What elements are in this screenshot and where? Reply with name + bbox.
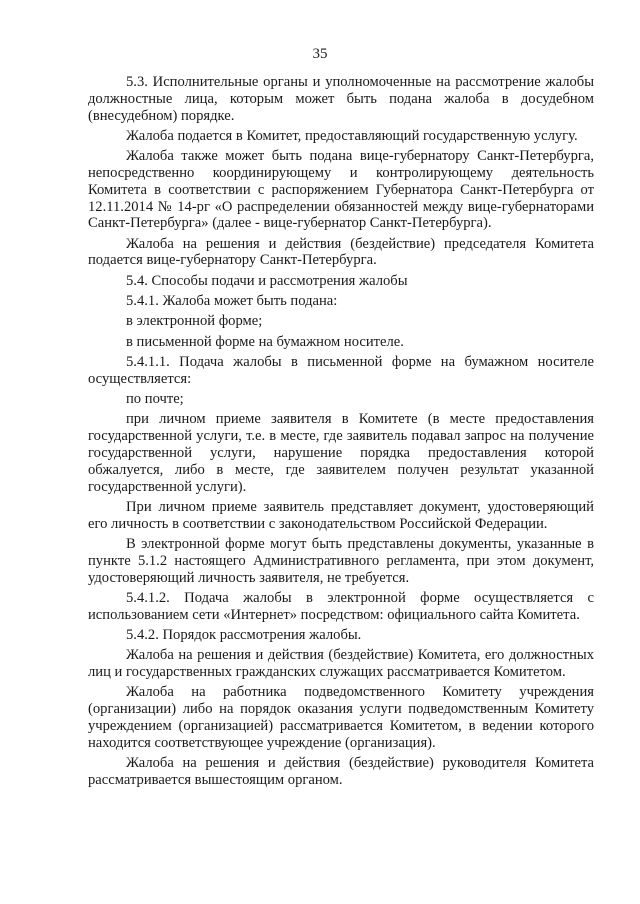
list-item-mail: по почте; [126, 391, 184, 408]
paragraph-5-4-1: 5.4.1. Жалоба может быть подана: [126, 293, 338, 310]
paragraph-complaint-committee: Жалоба подается в Комитет, предоставляющий государственную услугу. [126, 127, 578, 144]
list-item-personal-reception: при личном приеме заявителя в Комитете (в месте предоставления государственной услуги, т.е. в месте, где заявитель подавал запрос на получение государственной услуги, нарушение порядка предоставления которой обжалуется, либо в месте, где заявителем получен результат указанной государственной услуги). [88, 411, 594, 495]
paragraph-vice-governor: Жалоба также может быть подана вице-губернатору Санкт-Петербурга, непосредственно координирующему и контролирующему деятельность Комитета в соответствии с распоряжением Губернатора Санкт-Петербурга от 12.11.2014 № 14-рг «О распределении обязанностей между вице-губернаторами Санкт-Петербурга» (далее - вице-губернатор Санкт-Петербурга). [88, 148, 594, 232]
paragraph-chairman-complaint: Жалоба на решения и действия (бездействие) председателя Комитета подается вице-губернатору Санкт-Петербурга. [88, 235, 594, 269]
list-item-electronic: в электронной форме; [126, 313, 263, 330]
paragraph-committee-review: Жалоба на решения и действия (бездействие) Комитета, его должностных лиц и государственных гражданских служащих рассматривается Комитетом. [88, 647, 594, 680]
paragraph-5-3: 5.3. Исполнительные органы и уполномоченные на рассмотрение жалобы должностные лица, которым может быть подана жалоба в досудебном (внесудебном) порядке. [88, 74, 594, 124]
paragraph-5-4-heading: 5.4. Способы подачи и рассмотрения жалобы [126, 272, 408, 289]
page-number: 35 [312, 46, 328, 62]
paragraph-identity-document: При личном приеме заявитель представляет документ, удостоверяющий его личность в соответствии с законодательством Российской Федерации. [88, 498, 594, 532]
paragraph-5-4-1-2: 5.4.1.2. Подача жалобы в электронной форме осуществляется с использованием сети «Интернет» посредством: официального сайта Комитета. [88, 589, 594, 623]
paragraph-subordinate-institution: Жалоба на работника подведомственного Комитету учреждения (организации) либо на порядок оказания услуги подведомственным Комитету учреждением (организацией) рассматривается Комитетом, в ведении которого находится соответствующее учреждение (организация). [88, 684, 594, 751]
list-item-paper: в письменной форме на бумажном носителе. [126, 333, 404, 350]
paragraph-head-complaint: Жалоба на решения и действия (бездействие) руководителя Комитета рассматривается вышестоящим органом. [88, 754, 594, 788]
paragraph-electronic-documents: В электронной форме могут быть представлены документы, указанные в пункте 5.1.2 настоящего Административного регламента, при этом документ, удостоверяющий личность заявителя, не требуется. [88, 535, 594, 586]
paragraph-5-4-1-1: 5.4.1.1. Подача жалобы в письменной форме на бумажном носителе осуществляется: [88, 353, 594, 387]
paragraph-5-4-2: 5.4.2. Порядок рассмотрения жалобы. [126, 626, 362, 643]
document-body [88, 74, 594, 792]
